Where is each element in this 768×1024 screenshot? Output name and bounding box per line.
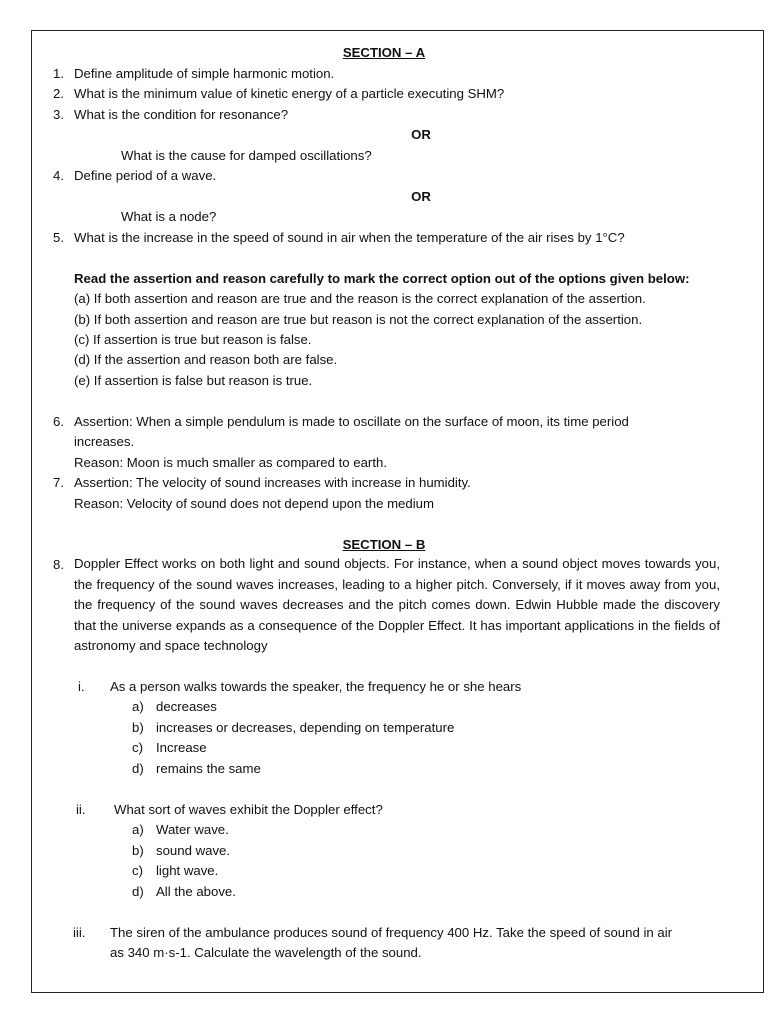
option-label: b)	[132, 843, 144, 858]
option-e: (e) If assertion is false but reason is true.	[74, 373, 313, 388]
question-7-assertion: Assertion: The velocity of sound increases with increase in humidity.	[74, 475, 471, 490]
question-6-assertion: Assertion: When a simple pendulum is made to oscillate on the surface of moon, its time period	[74, 414, 629, 429]
or-label: OR	[411, 127, 431, 142]
option-label: d)	[132, 884, 144, 899]
option-label: a)	[132, 699, 144, 714]
or-label: OR	[411, 189, 431, 204]
option-label: c)	[132, 740, 143, 755]
option-text: All the above.	[156, 884, 236, 899]
question-8-passage: Doppler Effect works on both light and sound objects. For instance, when a sound object moves towards you, the frequency of the sound waves increases, leading to a higher pitch. Conversely, if it moves away from you, the frequency of the sound waves decreases and the pitch comes down. Edwin Hubble made the discovery that the universe expands as a consequence of the Doppler Effect. It has important applications in the fields of astronomy and space technology	[74, 556, 720, 654]
subquestion-i-number: i.	[78, 679, 85, 694]
question-3-alternative: What is the cause for damped oscillations?	[121, 148, 372, 163]
question-3-number: 3.	[53, 107, 64, 122]
option-b: (b) If both assertion and reason are true but reason is not the correct explanation of the assertion.	[74, 312, 643, 327]
subquestion-i-text: As a person walks towards the speaker, the frequency he or she hears	[110, 679, 522, 694]
option-text: remains the same	[156, 761, 261, 776]
option-d: (d) If the assertion and reason both are false.	[74, 352, 338, 367]
option-label: c)	[132, 863, 143, 878]
option-c: (c) If assertion is true but reason is false.	[74, 332, 312, 347]
option-text: decreases	[156, 699, 217, 714]
option-a: (a) If both assertion and reason are true and the reason is the correct explanation of the assertion.	[74, 291, 646, 306]
option-text: increases or decreases, depending on temperature	[156, 720, 455, 735]
question-7-number: 7.	[53, 475, 64, 490]
subquestion-ii-number: ii.	[76, 802, 86, 817]
question-2-number: 2.	[53, 86, 64, 101]
option-label: d)	[132, 761, 144, 776]
question-4-alternative: What is a node?	[121, 209, 217, 224]
assertion-instructions: Read the assertion and reason carefully to mark the correct option out of the options given below:	[74, 271, 690, 286]
option-label: a)	[132, 822, 144, 837]
option-text: Increase	[156, 740, 207, 755]
question-7-reason: Reason: Velocity of sound does not depend upon the medium	[74, 496, 434, 511]
section-b-heading: SECTION – B	[342, 537, 426, 552]
subquestion-iii-text: The siren of the ambulance produces sound of frequency 400 Hz. Take the speed of sound in air	[110, 925, 673, 940]
question-1-number: 1.	[53, 66, 64, 81]
option-text: Water wave.	[156, 822, 229, 837]
question-5-number: 5.	[53, 230, 64, 245]
option-text: sound wave.	[156, 843, 231, 858]
subquestion-iii-text-continued: as 340 m·s-1. Calculate the wavelength of the sound.	[110, 945, 422, 960]
question-3-text: What is the condition for resonance?	[74, 107, 289, 122]
subquestion-ii-text: What sort of waves exhibit the Doppler effect?	[114, 802, 383, 817]
question-2-text: What is the minimum value of kinetic energy of a particle executing SHM?	[74, 86, 505, 101]
option-label: b)	[132, 720, 144, 735]
question-4-text: Define period of a wave.	[74, 168, 217, 183]
question-6-reason: Reason: Moon is much smaller as compared to earth.	[74, 455, 387, 470]
question-6-number: 6.	[53, 414, 64, 429]
subquestion-iii-number: iii.	[73, 925, 86, 940]
question-4-number: 4.	[53, 168, 64, 183]
question-8-number: 8.	[53, 557, 64, 572]
question-1-text: Define amplitude of simple harmonic motion.	[74, 66, 335, 81]
question-5-text: What is the increase in the speed of sound in air when the temperature of the air rises by 1°C?	[74, 230, 625, 245]
section-a-heading: SECTION – A	[342, 45, 426, 60]
option-text: light wave.	[156, 863, 219, 878]
question-6-assertion-continued: increases.	[74, 434, 135, 449]
